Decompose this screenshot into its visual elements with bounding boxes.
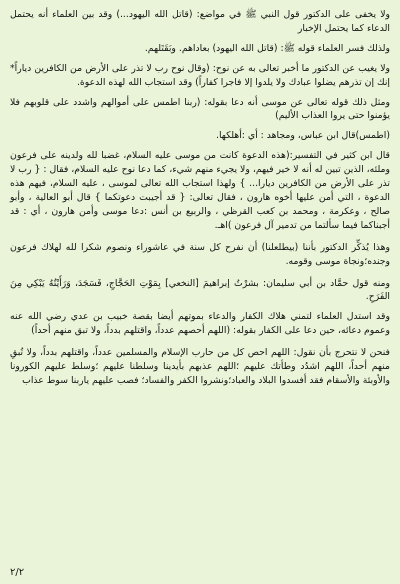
page-number: ٢/٢ xyxy=(10,567,25,578)
paragraph-ashura-reminder: وهذا يُذكِّر الدكتور بأننا (بيطلعلنا) أن نفرح كل سنة في عاشوراء ونصوم شكرا لله لهلاك فرعون وجنده؛ونجاة موسى وقومه. xyxy=(10,241,390,267)
paragraph-hadith-jews: ولا يخفى على الدكتور قول النبي ﷺ في مواضع: (قاتل الله اليهود...) وقد بين العلماء أنه يحتمل الدعاء كما يحتمل الإخبار xyxy=(10,9,390,34)
paragraph-hammad-quote: ومنه قول حمَّاد بن أبي سليمان: بشرْتُ إبراهيمَ [النخعي] بِمَوْتِ الحَجَّاجِ، فَسَجَدَ، وَرَأَيْتُهُ يَبْكِي مِنَ الفَرَحِ. xyxy=(10,277,390,303)
paragraph-noah-prayer: ولا يغيب عن الدكتور ما أخبر تعالى به عن نوح: (وقال نوح رب لا تذر على الأرض من الكافرين دياراً* إنك إن تذرهم يضلوا عبادك ولا يلدوا إلا فاجرا كفاراً) وقد استجاب الله لهذه الدعوة. xyxy=(10,62,390,88)
paragraph-khubayb-story: وقد استدل العلماء لتمني هلاك الكفار والدعاء بموتهم أيضا بقصة خبيب بن عدي رضي الله عنه وعموم دعائه، حين دعا على الكفار بقوله: (اللهم أحصهم عدداً، واقتلهم بدداً، ولا تبق منهم أحداً) xyxy=(10,311,390,337)
paragraph-ibn-kathir-tafsir: قال ابن كثير في التفسير:(هذه الدعوة كانت من موسى عليه السلام، غضبا لله ولدينه على فرعون وملئه، الذين تبين له أنه لا خير فيهم، ولا يجيء منهم شيء، كما دعا نوح عليه السلام، فقال : { رب لا تذر على الأرض من الكافرين ديارا... } ولهذا استجاب الله تعالى لموسى ، عليه السلام، فيهم هذه الدعوة ، التي أمن عليها أخوه هارون ، فقال تعالى: { قد أجيبت دعوتكما } قال أبو العالية ، وأبو صالح ، وعكرمة ، ومحمد بن كعب القرظي ، والربيع بن أنس :دعا موسى وأمن هارون ، أي : قد أجبناكما فيما سألتما من تدمير آل فرعون )اهـ. xyxy=(10,150,390,231)
paragraph-closing-supplication: فنحن لا نتحرج بأن نقول: اللهم احص كل من حارب الإسلام والمسلمين عدداً، واقتلهم بدداً، ولا تُبقِ منهم أحداً، اللهم اشدُد وطأتك عليهم ؛اللهم عذبهم بأيدينا وسلطنا عليهم ؛وسلط عليهم الكورونا والأوبئة والأسقام فقد أفسدوا البلاد والعباد؛ونشروا الكفر والفساد؛ فصب عليهم ياربنا سوط عذاب xyxy=(10,347,390,386)
paragraph-scholars-interpretation: ولذلك فسر العلماء قوله ﷺ: (قاتل الله اليهود) بعاداهم. وبَقَتَلهم. xyxy=(144,42,390,54)
paragraph-moses-prayer: ومثل ذلك قوله تعالى عن موسى أنه دعا بقوله: (ربنا اطمس على أموالهم واشدد على قلوبهم فلا يؤمنوا حتى يروا العذاب الأليم) xyxy=(10,96,390,122)
paragraph-ibn-abbas: (اطمس)قال ابن عباس، ومجاهد : أي :أهلكها. xyxy=(216,130,390,142)
